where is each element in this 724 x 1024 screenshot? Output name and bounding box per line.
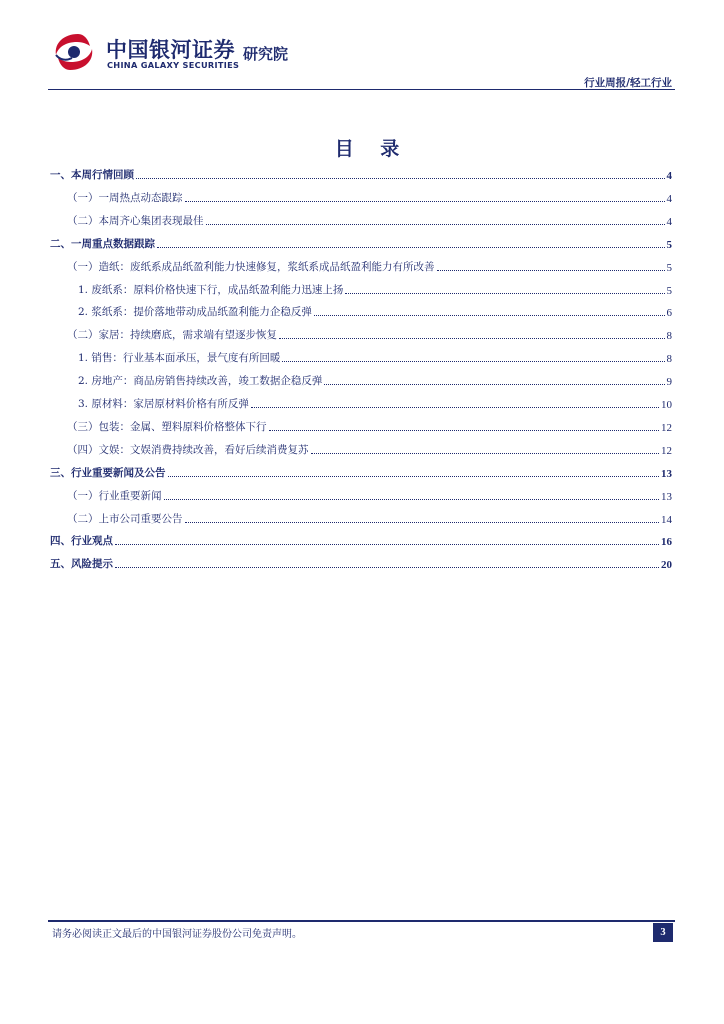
toc-dot-leader (164, 498, 660, 500)
toc-entry[interactable] (50, 508, 672, 526)
toc-entry-title: 一、本周行情回顾 (50, 169, 134, 181)
toc-entry[interactable] (50, 462, 672, 480)
brand-name-cn: 中国银河证券 (106, 38, 235, 62)
toc-entry-title: （一）行业重要新闻 (67, 489, 162, 502)
toc-entry-title: 2. 房地产：商品房销售持续改善，竣工数据企稳反弹 (78, 375, 323, 388)
toc-entry-title: 2. 浆纸系：提价落地带动成品纸盈利能力企稳反弹 (78, 306, 312, 319)
toc-entry-page: 4 (666, 192, 672, 205)
toc-entry-title: 1. 销售：行业基本面承压，景气度有所回暖 (78, 352, 281, 365)
toc-entry[interactable] (50, 324, 672, 342)
toc-dot-leader (314, 314, 665, 316)
toc-entry-title: 五、风险提示 (50, 558, 113, 571)
toc-dot-leader (279, 337, 665, 339)
toc-entry-title: 3. 原材料：家居原材料价格有所反弹 (78, 398, 249, 410)
toc-entry-title: （二）家居：持续磨底，需求端有望逐步恢复 (67, 329, 277, 342)
toc-entry[interactable] (50, 530, 672, 548)
toc-dot-leader (115, 543, 659, 545)
toc-title: 目 录 (334, 138, 410, 160)
toc-entry[interactable] (50, 370, 672, 388)
toc-entry[interactable] (50, 553, 672, 571)
footer-divider (48, 920, 675, 922)
report-type-label: 行业周报/轻工行业 (584, 77, 672, 89)
toc-entry[interactable] (50, 416, 672, 434)
toc-entry-page: 6 (666, 307, 672, 320)
toc-entry[interactable] (50, 485, 672, 503)
toc-dot-leader (157, 246, 665, 248)
toc-entry-page: 5 (666, 261, 672, 274)
toc-dot-leader (115, 566, 659, 568)
toc-dot-leader (437, 269, 665, 271)
toc-entry[interactable] (50, 393, 672, 411)
toc-entry-title: （二）本周齐心集团表现最佳 (67, 214, 204, 227)
toc-entry-page: 4 (666, 215, 672, 228)
toc-dot-leader (345, 292, 664, 294)
page-header (0, 0, 724, 92)
toc-entry[interactable] (50, 279, 672, 297)
toc-entry[interactable] (50, 210, 672, 228)
toc-entry-title: 二、一周重点数据跟踪 (50, 237, 155, 250)
toc-entry[interactable] (50, 347, 672, 365)
galaxy-logo-icon (50, 30, 98, 74)
toc-dot-leader (251, 406, 659, 408)
page-number: 3 (653, 923, 673, 942)
toc-entry-page: 8 (666, 353, 672, 366)
toc-entry[interactable] (50, 256, 672, 274)
toc-entry-page: 12 (661, 421, 672, 434)
toc-entry-page: 13 (661, 490, 672, 503)
toc-dot-leader (136, 177, 665, 179)
institute-label: 研究院 (243, 45, 289, 63)
toc-entry-title: （二）上市公司重要公告 (67, 512, 183, 525)
toc-dot-leader (311, 452, 660, 454)
toc-entry-title: （一）造纸：废纸系成品纸盈利能力快速修复，浆纸系成品纸盈利能力有所改善 (67, 260, 435, 273)
toc-entry-page: 9 (666, 376, 672, 389)
toc-entry-title: （一）一周热点动态跟踪 (67, 191, 183, 204)
toc-entry-title: （四）文娱：文娱消费持续改善，看好后续消费复苏 (67, 443, 309, 456)
toc-entry-page: 13 (661, 467, 672, 480)
toc-entry[interactable] (50, 439, 672, 457)
toc-entry-page: 12 (661, 444, 672, 457)
toc-dot-leader (185, 200, 665, 202)
toc-entry-title: 三、行业重要新闻及公告 (50, 466, 166, 479)
toc-entry-page: 14 (661, 513, 672, 526)
toc-entry-page: 16 (661, 536, 672, 549)
toc-dot-leader (282, 360, 664, 362)
toc-entry-page: 10 (661, 399, 672, 411)
toc-dot-leader (185, 521, 660, 523)
toc-entry-page: 5 (666, 284, 672, 297)
toc-dot-leader (168, 475, 660, 477)
toc-entry-title: （三）包装：金属、塑料原料价格整体下行 (67, 420, 267, 433)
brand-name-en: CHINA GALAXY SECURITIES (107, 60, 240, 70)
toc-entry-page: 8 (666, 330, 672, 343)
header-divider (48, 89, 675, 90)
disclaimer-text: 请务必阅读正文最后的中国银河证券股份公司免责声明。 (52, 929, 302, 940)
toc-entry-page: 20 (661, 559, 672, 572)
toc-entry[interactable] (50, 233, 672, 251)
toc-entry[interactable] (50, 164, 672, 182)
toc-dot-leader (324, 383, 664, 385)
toc-entry-page: 4 (666, 170, 672, 182)
toc-entry-page: 5 (666, 238, 672, 251)
toc-entry[interactable] (50, 301, 672, 319)
toc-dot-leader (269, 429, 660, 431)
toc-entry-title: 四、行业观点 (50, 535, 113, 548)
toc-entry[interactable] (50, 187, 672, 205)
toc-entry-title: 1. 废纸系：原料价格快速下行，成品纸盈利能力迅速上扬 (78, 283, 344, 296)
toc-dot-leader (206, 223, 665, 225)
